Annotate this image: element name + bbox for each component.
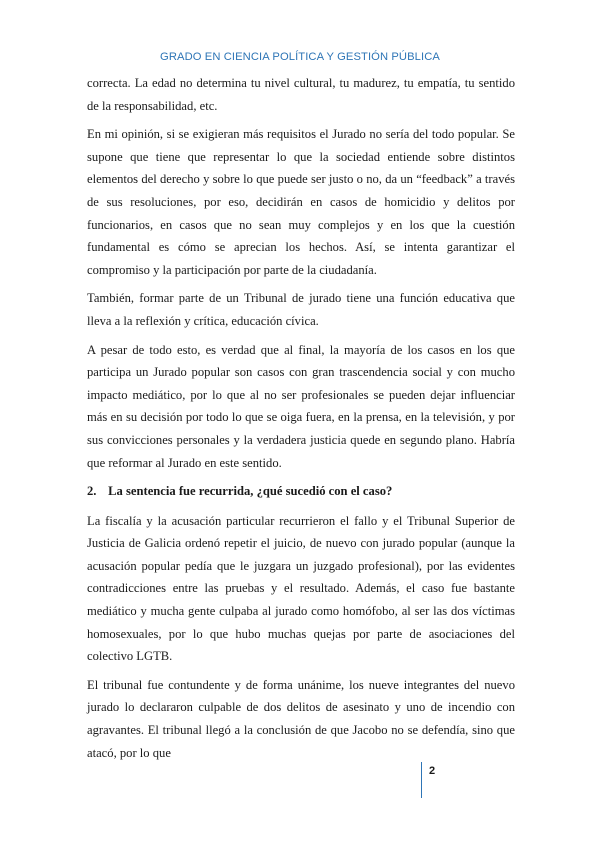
paragraph: La fiscalía y la acusación particular recurrieron el fallo y el Tribunal Superior de Justicia de Galicia ordenó repetir el juicio, de nuevo con jurado popular (aunque la acusación popular pedía que le juzgara un juzgado profesional), por las evidentes contradicciones entre las pruebas y el resultado. Además, el caso fue bastante mediático y mucha gente culpaba al jurado como homófobo, al ser las dos víctimas homosexuales, por lo que hubo muchas quejas por parte de asociaciones del colectivo LGTB. bbox=[87, 513, 515, 664]
section-heading bbox=[87, 480, 515, 503]
paragraph: correcta. La edad no determina tu nivel cultural, tu madurez, tu empatía, tu sentido de la responsabilidad, etc. bbox=[87, 76, 515, 113]
paragraph: El tribunal fue contundente y de forma unánime, los nueve integrantes del nuevo jurado lo declararon culpable de dos delitos de asesinato y uno de incendio con agravantes. El tribunal llegó a la conclusión de que Jacobo no se defendía, sino que atacó, por lo que bbox=[87, 677, 515, 760]
page-number-rule bbox=[421, 762, 422, 798]
paragraph: También, formar parte de un Tribunal de jurado tiene una función educativa que lleva a la reflexión y crítica, educación cívica. bbox=[87, 291, 515, 328]
paragraph: En mi opinión, si se exigieran más requisitos el Jurado no sería del todo popular. Se supone que tiene que representar lo que la sociedad entiende sobre distintos elementos del derecho y sobre lo que puede ser justo o no, da un “feedback” a través de sus resoluciones, por eso, decidirán en casos de homicidio y delitos por funcionarios, en casos que no sean muy complejos y en los que la cuestión fundamental es cómo se aprecian los hechos. Así, se intenta garantizar el compromiso y la participación por parte de la ciudadanía. bbox=[87, 127, 515, 277]
section-number: 2. bbox=[87, 484, 97, 499]
paragraph: A pesar de todo esto, es verdad que al final, la mayoría de los casos en los que participa un Jurado popular son casos con gran trascendencia social y con mucho impacto mediático, por lo que al no ser profesionales se pueden dejar influenciar más en su decisión por todo lo que se oiga fuera, en la prensa, en la televisión, y por sus convicciones personales y la verdadera justicia quede en segundo plano. Habría que reformar al Jurado en este sentido. bbox=[87, 342, 515, 470]
document-body bbox=[87, 72, 515, 770]
page-number: 2 bbox=[429, 765, 436, 777]
section-title: La sentencia fue recurrida, ¿qué sucedió con el caso? bbox=[108, 484, 393, 499]
running-header: GRADO EN CIENCIA POLÍTICA Y GESTIÓN PÚBLICA bbox=[160, 51, 440, 63]
